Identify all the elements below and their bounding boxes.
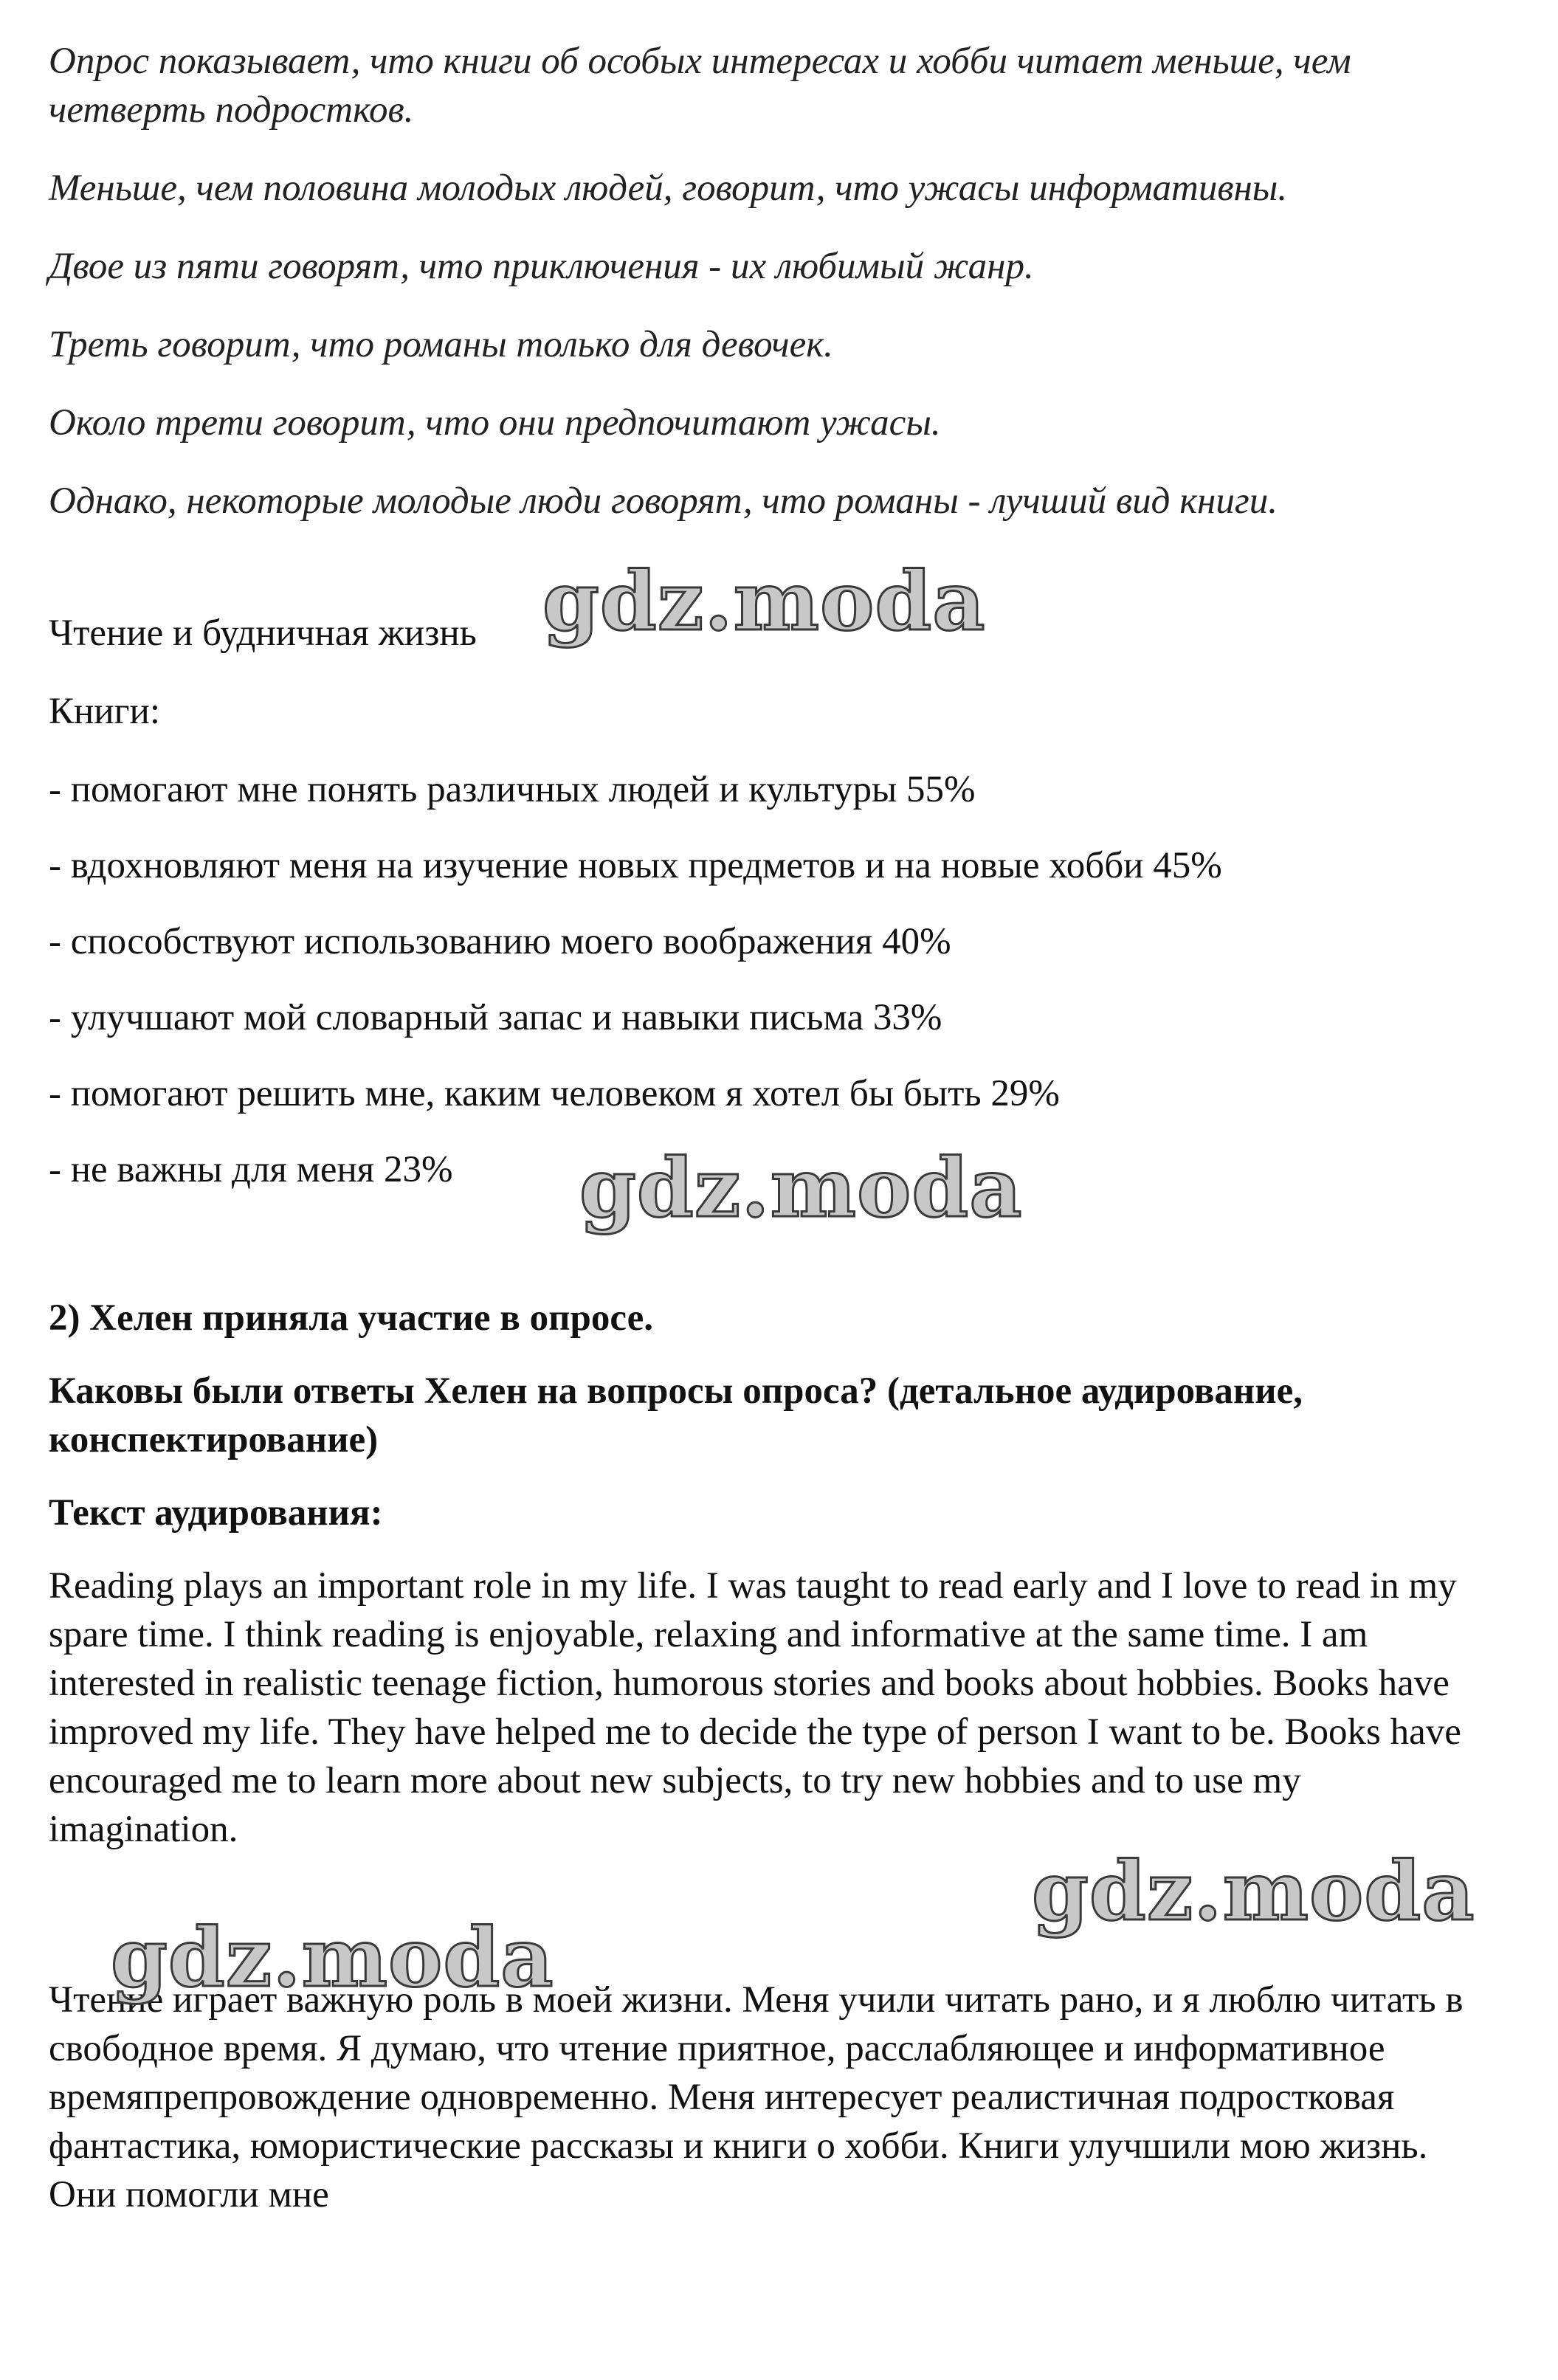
task-heading: 2) Хелен приняла участие в опросе. (49, 1297, 653, 1339)
listening-label: Текст аудирования: (49, 1492, 383, 1534)
watermark: gdz.moda (542, 553, 986, 649)
watermark: gdz.moda (1032, 1843, 1475, 1939)
books-label: Книги: (49, 691, 160, 732)
list-item: - способствуют использованию моего воображения 40% (49, 921, 951, 962)
survey-note: Двое из пяти говорят, что приключения - их любимый жанр. (49, 246, 1034, 287)
section-title: Чтение и будничная жизнь (49, 613, 477, 654)
list-item: - улучшают мой словарный запас и навыки письма 33% (49, 997, 942, 1038)
list-item: - помогают мне понять различных людей и культуры 55% (49, 769, 976, 810)
russian-text: Чтение играет важную роль в моей жизни. Меня учили читать рано, и я люблю читать в свободное время. Я думаю, что чтение приятное, расслабляющее и информативное времяпрепровождение одновременно. Меня интересует реалистичная подростковая фантастика, юмористические рассказы и книги о хобби. Книги улучшили мою жизнь. Они помогли мне (49, 1979, 1464, 2215)
watermark: gdz.moda (111, 1910, 554, 2005)
survey-note: Меньше, чем половина молодых людей, говорит, что ужасы информативны. (49, 168, 1288, 209)
list-item: - вдохновляют меня на изучение новых предметов и на новые хобби 45% (49, 845, 1222, 886)
survey-note: Однако, некоторые молодые люди говорят, что романы - лучший вид книги. (49, 480, 1278, 522)
survey-note: Треть говорит, что романы только для девочек. (49, 324, 833, 365)
list-item: - не важны для меня 23% (49, 1149, 453, 1190)
task-question: Каковы были ответы Хелен на вопросы опроса? (детальное аудирование, конспектирование) (49, 1370, 1303, 1460)
list-item: - помогают решить мне, каким человеком я хотел бы быть 29% (49, 1073, 1060, 1114)
watermark: gdz.moda (579, 1140, 1023, 1235)
survey-note: Около трети говорит, что они предпочитают ужасы. (49, 402, 941, 444)
english-text: Reading plays an important role in my life. I was taught to read early and I love to read in my spare time. I think reading is enjoyable, relaxing and informative at the same time. I am interested in realistic teenage fiction, humorous stories and books about hobbies. Books have improved my life. They have helped me to decide the type of person I want to be. Books have encouraged me to learn more about new subjects, to try new hobbies and to use my imagination. (49, 1565, 1461, 1850)
survey-note: Опрос показывает, что книги об особых интересах и хобби читает меньше, чем четверть подростков. (49, 41, 1351, 131)
